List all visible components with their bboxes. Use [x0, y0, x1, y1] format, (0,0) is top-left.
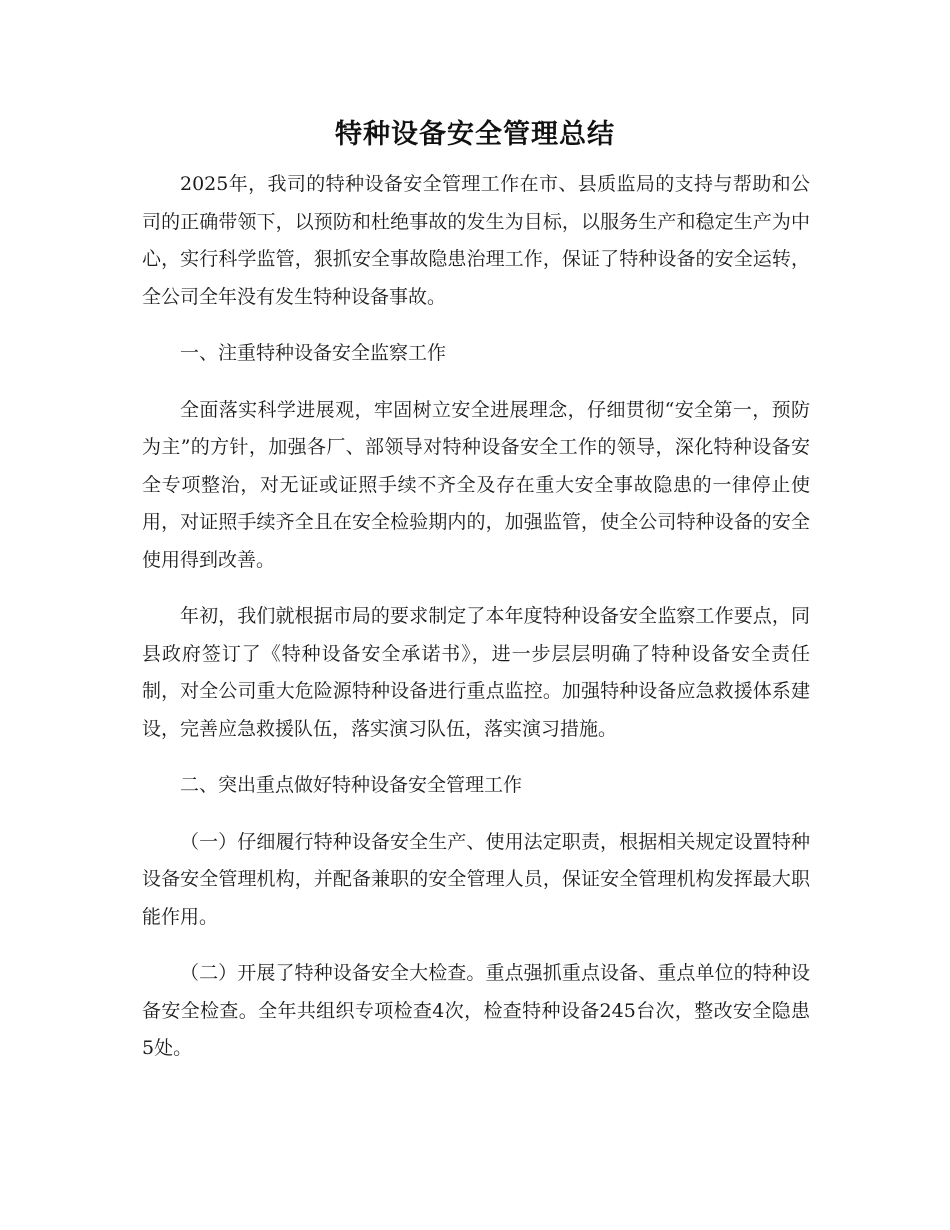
paragraph-section2-a: （一）仔细履行特种设备安全生产、使用法定职责，根据相关规定设置特种设备安全管理机构，并配备兼职的安全管理人员，保证安全管理机构发挥最大职能作用。	[142, 830, 810, 928]
paragraph-intro: 2025年，我司的特种设备安全管理工作在市、县质监局的支持与帮助和公司的正确带领下，以预防和杜绝事故的发生为目标，以服务生产和稳定生产为中心，实行科学监管，狠抓安全事故隐患治理工作，保证了特种设备的安全运转，全公司全年没有发生特种设备事故。	[142, 173, 810, 308]
paragraph-section1-b: 年初，我们就根据市局的要求制定了本年度特种设备安全监察工作要点，同县政府签订了《特种设备安全承诺书》，进一步层层明确了特种设备安全责任制，对全公司重大危险源特种设备进行重点监控。加强特种设备应急救援体系建设，完善应急救援队伍，落实演习队伍，落实演习措施。	[142, 605, 810, 740]
section-heading-2: 二、突出重点做好特种设备安全管理工作	[180, 774, 523, 796]
paragraph-section2-b: （二）开展了特种设备安全大检查。重点强抓重点设备、重点单位的特种设备安全检查。全年共组织专项检查4次，检查特种设备245台次，整改安全隐患5处。	[142, 962, 810, 1059]
document-title: 特种设备安全管理总结	[335, 119, 615, 150]
document-body	[142, 166, 810, 1087]
paragraph-section1-a: 全面落实科学进展观，牢固树立安全进展理念，仔细贯彻“安全第一，预防为主”的方针，加强各厂、部领导对特种设备安全工作的领导，深化特种设备安全专项整治，对无证或证照手续不齐全及存在重大安全事故隐患的一律停止使用，对证照手续齐全且在安全检验期内的，加强监管，使全公司特种设备的安全使用得到改善。	[142, 398, 810, 571]
section-heading-1: 一、注重特种设备安全监察工作	[180, 342, 447, 364]
